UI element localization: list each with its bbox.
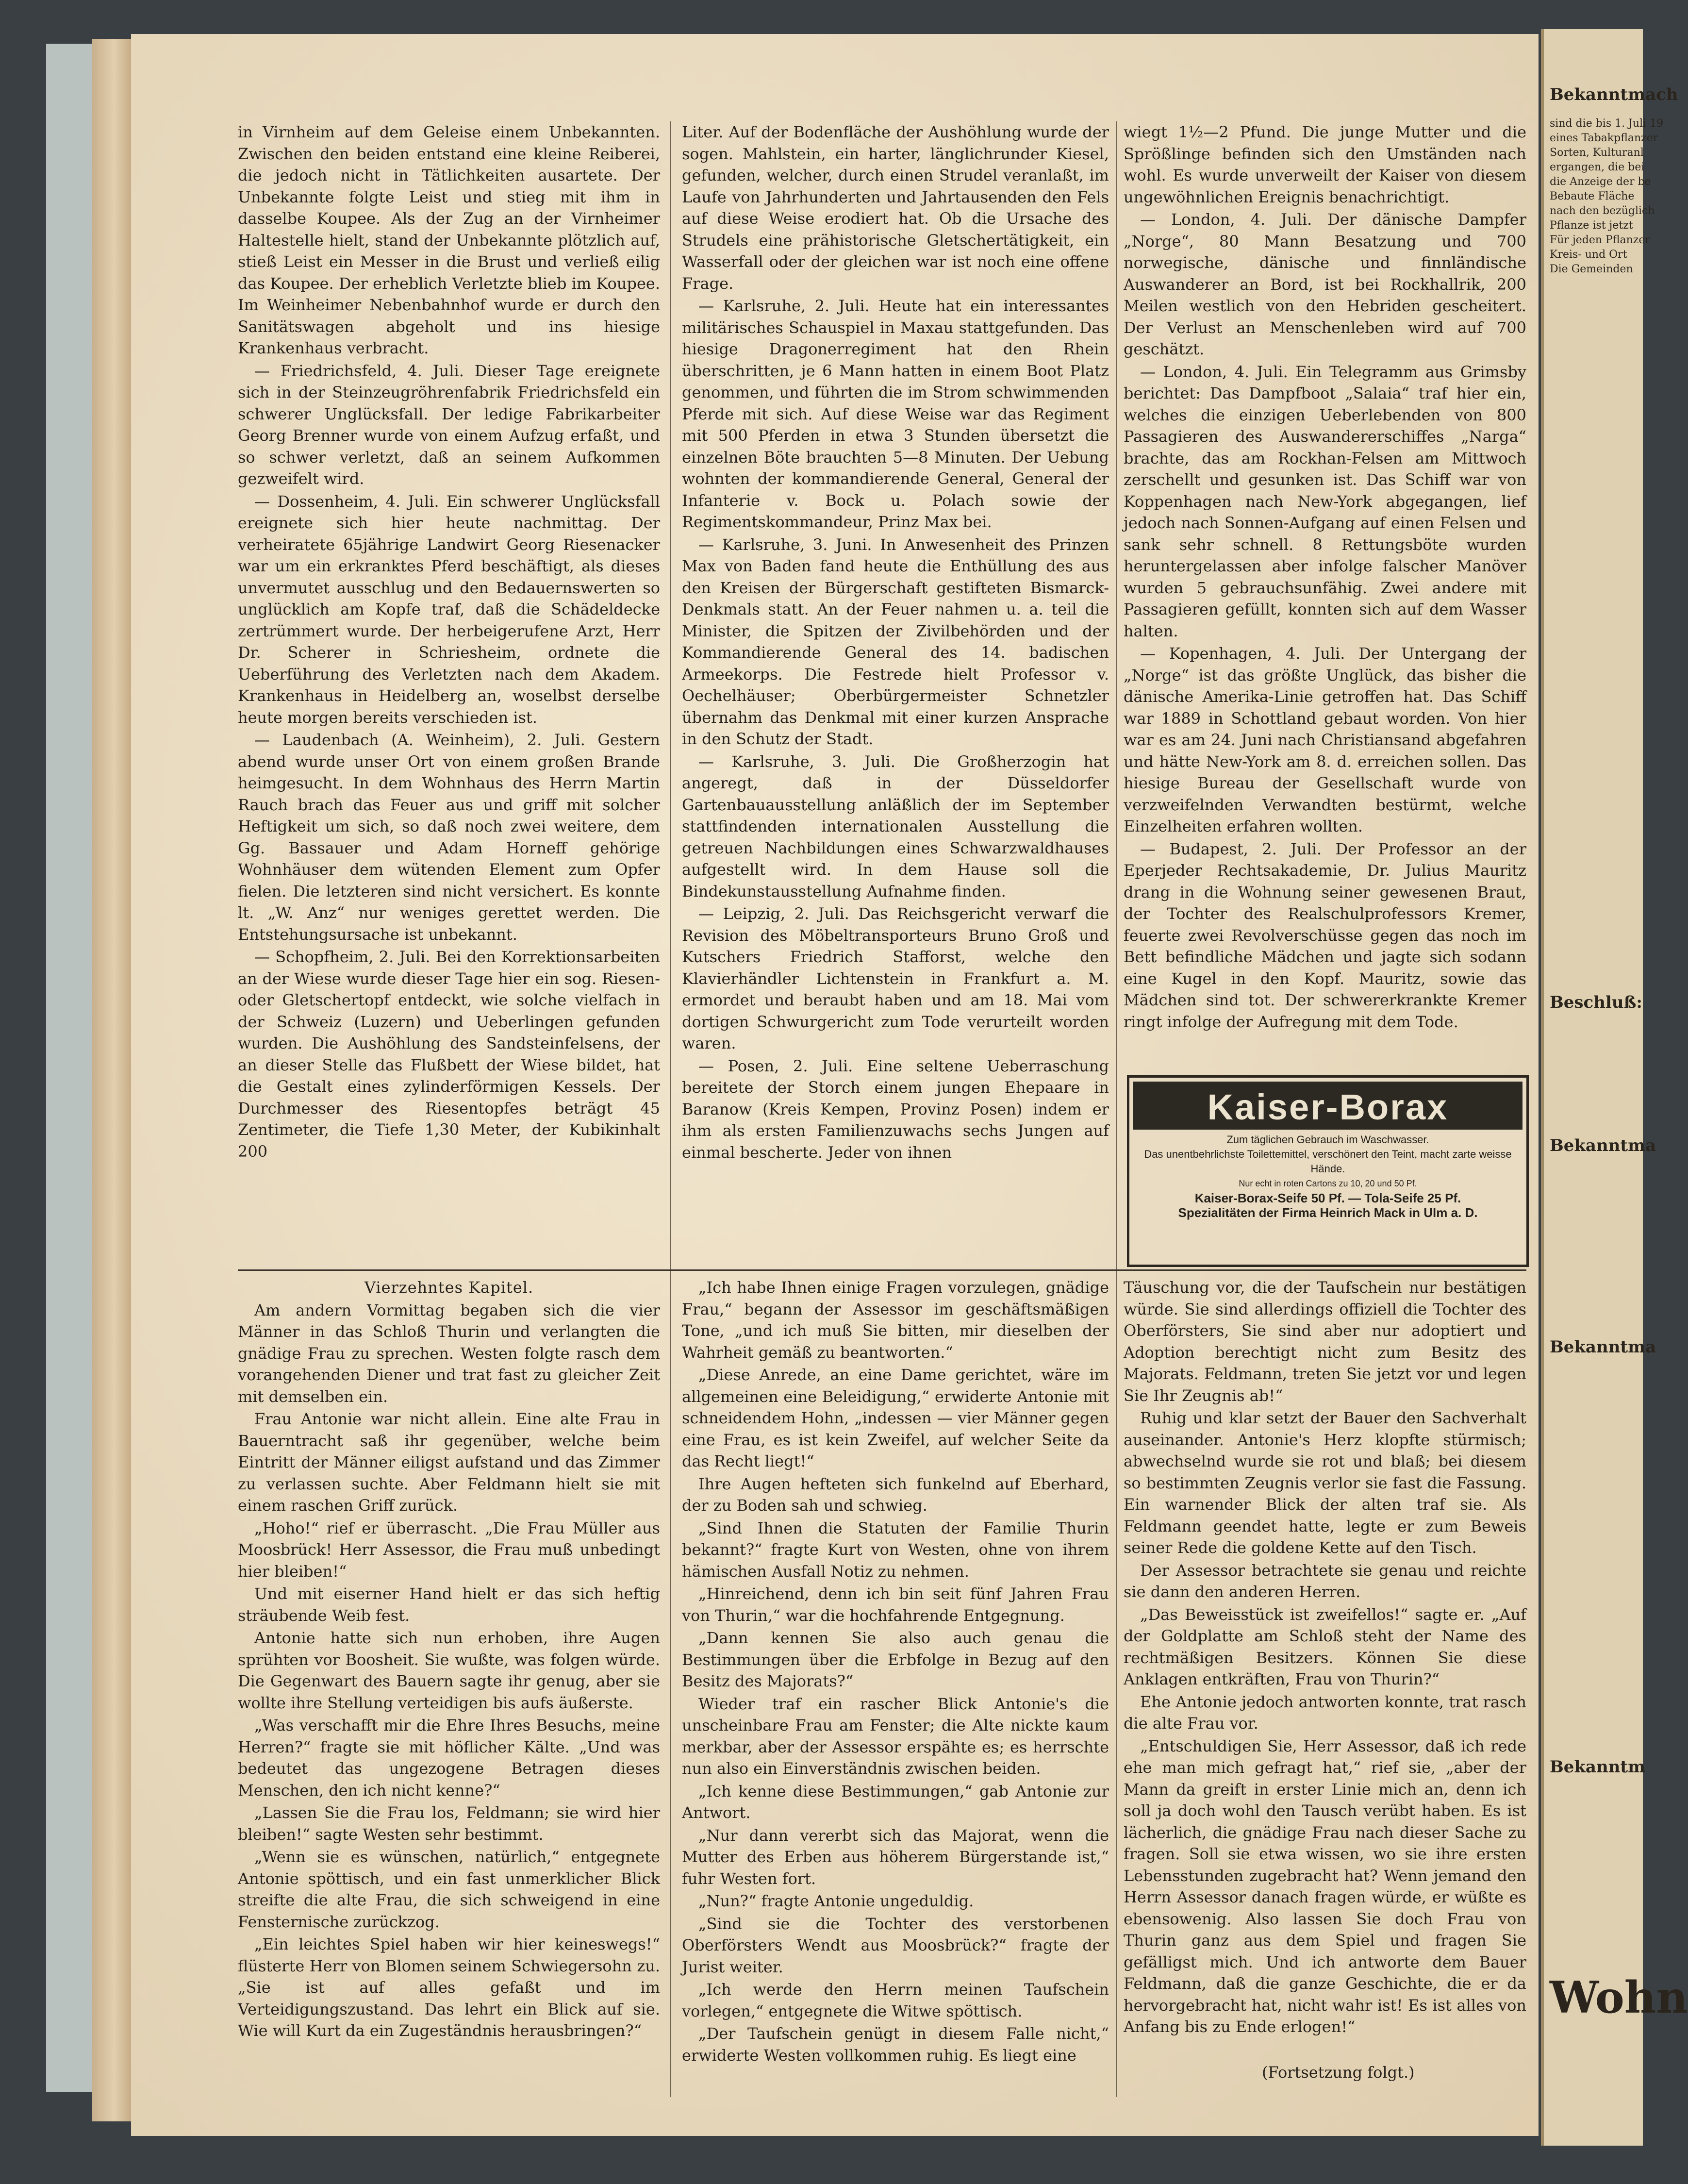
news-item: in Virnheim auf dem Geleise einem Unbekannten. Zwischen den beiden entstand eine kleine Reiberei, die jedoch nicht in Tätlichkeiten ausartete. Der Unbekannte folgte Leist und stieg mit ihm in dasselbe Koupee. Als der Zug an der Virnheimer Haltestelle hielt, stand der Unbekannte plötzlich auf, stieß Leist ein Messer in die Brust und verließ eilig das Koupee. Der erheblich Verletzte blieb im Koupee. Im Weinheimer Nebenbahnhof wurde er durch den Sanitätswagen abgeholt und ins hiesige Krankenhaus verbracht. <box>238 123 660 357</box>
serial-paragraph: Am andern Vormittag begaben sich die vier Männer in das Schloß Thurin und verlangten die gnädige Frau zu sprechen. Westen folgte rasch dem vorangehenden Diener und trat fast zu gleicher Zeit mit demselben ein. <box>238 1300 660 1406</box>
notice-heading: Bekanntm <box>1550 1757 1646 1777</box>
news-item: — Karlsruhe, 3. Juni. In Anwesenheit des Prinzen Max von Baden fand heute die Enthüllung des aus den Kreisen der Bürgerschaft gestifteten Bismarck-Denkmals statt. An der Feuer nahmen u. a. teil die Minister, die Spitzen der Zivilbehörden und der Kommandierende General des 14. badischen Armeekorps. Die Festrede hielt Professor v. Oechelhäuser; Oberbürgermeister Schnetzler übernahm das Denkmal mit einer kurzen Ansprache in den Schutz der Stadt. <box>682 535 1109 748</box>
feuilleton-rule <box>238 1269 1526 1271</box>
serial-paragraph: „Ein leichtes Spiel haben wir hier keineswegs!“ flüsterte Herr von Blomen seinem Schwiegersohn zu. „Sie ist auf alles gefaßt und im Verteidigungszustand. Das lehrt ein Blick auf sie. Wie will Kurt da ein Zugeständnis herausbringen?“ <box>238 1935 660 2040</box>
serial-column-3 <box>1124 1277 1526 2097</box>
notice-line: Sorten, Kulturanl <box>1550 147 1644 159</box>
serial-paragraph: „Das Beweisstück ist zweifellos!“ sagte er. „Auf der Goldplatte am Schloß steht der Name des rechtmäßigen Besitzers. Können Sie diese Anklagen entkräften, Frau von Thurin?“ <box>1124 1605 1526 1688</box>
book-binding <box>46 44 99 2092</box>
ad-line: Das unentbehrlichste Toilettemittel, verschönert den Teint, macht zarte weisse Hände. <box>1144 1148 1512 1175</box>
serial-paragraph: Frau Antonie war nicht allein. Eine alte Frau in Bauerntracht saß ihr gegenüber, welche beim Eintritt der Männer eiligst aufstand und das Zimmer zu verlassen suchte. Aber Feldmann hielt sie mit einem raschen Griff zurück. <box>238 1410 660 1515</box>
news-item: — Laudenbach (A. Weinheim), 2. Juli. Gestern abend wurde unser Ort von einem großen Brande heimgesucht. In dem Wohnhaus des Herrn Martin Rauch brach das Feuer aus und griff mit solcher Heftigkeit um sich, so daß noch zwei weitere, dem Gg. Bassauer und Adam Horneff gehörige Wohnhäuser dem wütenden Element zum Opfer fielen. Die letzteren sind nicht versichert. Es konnte lt. „W. Anz“ nur weniges gerettet werden. Die Entstehungsursache ist unbekannt. <box>238 731 660 944</box>
column-divider <box>670 121 671 2097</box>
newspaper-page <box>131 34 1539 2136</box>
ad-fragment: Wohn <box>1550 1972 1688 2023</box>
news-item: — Karlsruhe, 2. Juli. Heute hat ein interessantes militärisches Schauspiel in Maxau stattgefunden. Das hiesige Dragonerregiment hat den Rhein überschritten, je 6 Mann hatten in einem Boot Platz genommen, und führten die im Strom schwimmenden Pferde mit sich. Auf diese Weise war das Regiment mit 500 Pferden in etwa 3 Stunden übersetzt die einzelnen Böte brauchten 5—8 Minuten. Der Uebung wohnten der kommandierende General, General der Infanterie v. Bock u. Polach sowie der Regimentskommandeur, Prinz Max bei. <box>682 297 1109 531</box>
serial-paragraph: „Entschuldigen Sie, Herr Assessor, daß ich rede ehe man mich gefragt hat,“ rief sie, „aber der Mann da greift in erster Linie mich an, denn ich soll ja doch wohl den Tausch verübt haben. Es ist lächerlich, die gnädige Frau nach dieser Sache zu fragen. Soll sie etwa wissen, wo sie ihre ersten Lebensstunden zugebracht hat? Wenn jemand den Herrn Assessor danach fragen würde, er wüßte es ebensowenig. Also lassen Sie doch Frau von Thurin ganz aus dem Spiel und fragen Sie gefälligst mich. Und ich antworte dem Bauer Feldmann, daß die ganze Geschichte, die er da hervorgebracht hat, nicht wahr ist! Es ist alles von Anfang bis zu Ende erlogen!“ <box>1124 1736 1526 2036</box>
serial-column-2 <box>682 1277 1109 2097</box>
serial-paragraph: „Sind Ihnen die Statuten der Familie Thurin bekannt?“ fragte Kurt von Westen, ohne von ihrem hämischen Ausfall Notiz zu nehmen. <box>682 1518 1109 1581</box>
serial-paragraph: „Dann kennen Sie also auch genau die Bestimmungen über die Erbfolge in Bezug auf den Besitz des Majorats?“ <box>682 1629 1109 1690</box>
ad-line: Zum täglichen Gebrauch im Waschwasser. <box>1226 1134 1429 1146</box>
notice-line: die Anzeige der be <box>1550 176 1651 188</box>
news-item: — London, 4. Juli. Ein Telegramm aus Grimsby berichtet: Das Dampfboot „Salaia“ traf hier ein, welches die einzigen Ueberlebenden von 800 Passagieren des Auswandererschiffes „Narga“ brachte, das am Rockhan-Felsen am Mittwoch zerschellt und gesunken ist. Das Schiff war von Koppenhagen nach New-York abgegangen, lief jedoch nach Sonnen-Aufgang auf einen Felsen und sank sehr schnell. 8 Rettungsböte wurden heruntergelassen aber infolge falscher Manöver wurden 5 gebrauchsunfähig. Zwei andere mit Passagieren gefüllt, konnten sich auf dem Wasser halten. <box>1124 362 1526 640</box>
serial-paragraph: „Lassen Sie die Frau los, Feldmann; sie wird hier bleiben!“ sagte Westen sehr bestimmt. <box>238 1803 660 1844</box>
news-item: — London, 4. Juli. Der dänische Dampfer „Norge“, 80 Mann Besatzung und 700 norwegische, dänische und finnländische Auswanderer an Bord, ist bei Rockhallrik, 200 Meilen westlich von den Hebriden gescheitert. Der Verlust an Menschenleben wird auf 700 geschätzt. <box>1124 210 1526 358</box>
news-item: — Posen, 2. Juli. Eine seltene Ueberraschung bereitete der Storch einem jungen Ehepaare in Baranow (Kreis Kempen, Provinz Posen) indem er ihm als ersten Familienzuwachs sechs Jungen auf einmal bescherte. Jeder von ihnen <box>682 1056 1109 1162</box>
serial-paragraph: „Wenn sie es wünschen, natürlich,“ entgegnete Antonie spöttisch, und ein fast unmerklicher Blick streifte die alte Frau, die sich schweigend in eine Fensternische zurückzog. <box>238 1848 660 1931</box>
serial-paragraph: „Hoho!“ rief er überrascht. „Die Frau Müller aus Moosbrück! Herr Assessor, die Frau muß unbedingt hier bleiben!“ <box>238 1518 660 1581</box>
column-2-news <box>682 121 1109 1272</box>
serial-paragraph: Täuschung vor, die der Taufschein nur bestätigen würde. Sie sind allerdings offiziell die Tochter des Oberförsters, Sie sind aber nur adoptiert und Adoption berechtigt nicht zum Besitz des Majorats. Feldmann, treten Sie jetzt vor und legen Sie Ihr Zeugnis ab!“ <box>1124 1278 1526 1405</box>
column-3-news <box>1124 121 1526 1068</box>
serial-paragraph: „Diese Anrede, an eine Dame gerichtet, wäre im allgemeinen eine Beleidigung,“ erwiderte Antonie mit schneidendem Hohn, „indessen — vier Männer gegen eine Frau, es ist kein Zweifel, auf welcher Seite da das Recht liegt!“ <box>682 1366 1109 1470</box>
news-item: — Schopfheim, 2. Juli. Bei den Korrektionsarbeiten an der Wiese wurde dieser Tage hier ein sog. Riesen- oder Gletschertopf entdeckt, wie solche vielfach in der Schweiz (Luzern) und Ueberlingen gefunden wurden. Die Aushöhlung des Sandsteinfelsens, der an dieser Stelle das Flußbett der Wiese bildet, hat die Gestalt eines zylinderförmigen Kessels. Der Durchmesser des Riesentopfes beträgt 45 Zentimeter, die Tiefe 1,30 Meter, der Kubikinhalt 200 <box>238 948 660 1161</box>
serial-paragraph: „Ich habe Ihnen einige Fragen vorzulegen, gnädige Frau,“ begann der Assessor im geschäftsmäßigen Tone, „und ich muß Sie bitten, mir dieselben der Wahrheit gemäß zu beantworten.“ <box>682 1278 1109 1362</box>
notice-line: Kreis- und Ort <box>1550 249 1627 261</box>
notice-line: sind die bis 1. Juli 19 <box>1550 117 1664 130</box>
serial-paragraph: „Hinreichend, denn ich bin seit fünf Jahren Frau von Thurin,“ war die hochfahrende Entgegnung. <box>682 1584 1109 1625</box>
serial-paragraph: „Sind sie die Tochter des verstorbenen Oberförsters Wendt aus Moosbrück?“ fragte der Jurist weiter. <box>682 1914 1109 1976</box>
serial-paragraph: „Ich werde den Herrn meinen Taufschein vorlegen,“ entgegnete die Witwe spöttisch. <box>682 1980 1109 2020</box>
serial-paragraph: „Ich kenne diese Bestimmungen,“ gab Antonie zur Antwort. <box>682 1782 1109 1822</box>
news-item: Liter. Auf der Bodenfläche der Aushöhlung wurde der sogen. Mahlstein, ein harter, länglichrunder Kiesel, gefunden, welcher, durch einen Strudel veranlaßt, im Laufe von Jahrhunderten und Jahrtausenden den Fels auf diese Weise erodiert hat. Ob die Ursache des Strudels eine prähistorische Gletschertätigkeit, ein Wasserfall oder der gleichen war ist noch eine offene Frage. <box>682 123 1109 293</box>
serial-paragraph: Wieder traf ein rascher Blick Antonie's die unscheinbare Frau am Fenster; die Alte nickte kaum merkbar, aber der Assessor erspähte es; es herrschte nun also ein Einverständnis zwischen beiden. <box>682 1694 1109 1778</box>
news-item: — Dossenheim, 4. Juli. Ein schwerer Unglücksfall ereignete sich hier heute nachmittag. Der verheiratete 65jährige Landwirt Georg Riesenacker war um ein erkranktes Pferd beschäftigt, als dieses unvermutet ausschlug und den Bedauernswerten so unglücklich am Kopfe traf, daß die Schädeldecke zertrümmert wurde. Der herbeigerufene Arzt, Herr Dr. Scherer in Schriesheim, ordnete die Ueberführung des Verletzten nach dem Akadem. Krankenhaus in Heidelberg an, woselbst derselbe heute morgen bereits verschieden ist. <box>238 492 660 727</box>
news-item: — Kopenhagen, 4. Juli. Der Untergang der „Norge“ ist das größte Unglück, das bisher die dänische Amerika-Linie getroffen hat. Das Schiff war 1889 in Schottland gebaut worden. Von hier war es am 24. Juni nach Christiansand abgefahren und hätte New-York am 8. d. erreichen sollen. Das hiesige Bureau der Gesellschaft wurde von verzweifelnden Verwandten bestürmt, welche Einzelheiten erfahren wollten. <box>1124 644 1526 835</box>
page-stack-edge <box>92 39 136 2121</box>
adjacent-page-fragment <box>1541 29 1688 2146</box>
kaiser-borax-advertisement <box>1127 1075 1529 1267</box>
news-item: — Leipzig, 2. Juli. Das Reichsgericht verwarf die Revision des Möbeltransporteurs Bruno Groß und Kutschers Friedrich Stafforst, welche den Klavierhändler Lichtenstein in Frankfurt a. M. ermordet und beraubt haben und am 18. Mai vom dortigen Schwurgericht zum Tode verurteilt worden waren. <box>682 904 1109 1052</box>
notice-line: Für jeden Pflanzer <box>1550 234 1650 246</box>
news-item: — Budapest, 2. Juli. Der Professor an der Eperjeder Rechtsakademie, Dr. Julius Mauritz drang in die Wohnung seiner gewesenen Braut, der Tochter des Realschulprofessors Kremer, feuerte zwei Revolverschüsse gegen das noch im Bett befindliche Mädchen und jagte sich sodann eine Kugel in den Kopf. Mauritz, sowie das Mädchen sind tot. Der schwererkrankte Kremer ringt infolge der Aufregung mit dem Tode. <box>1124 839 1526 1031</box>
serial-paragraph: „Was verschafft mir die Ehre Ihres Besuchs, meine Herren?“ fragte sie mit höflicher Kälte. „Und was bedeutet das ungezogene Betragen dieses Menschen, den ich nicht kenne?“ <box>238 1716 660 1800</box>
serial-column-1 <box>238 1277 660 2097</box>
serial-paragraph: „Der Taufschein genügt in diesem Falle nicht,“ erwiderte Westen vollkommen ruhig. Es liegt eine <box>682 2024 1109 2065</box>
serial-paragraph: „Nun?“ fragte Antonie ungeduldig. <box>698 1892 974 1910</box>
news-item: — Friedrichsfeld, 4. Juli. Dieser Tage ereignete sich in der Steinzeugröhrenfabrik Friedrichsfeld ein schwerer Unglücksfall. Der ledige Fabrikarbeiter Georg Brenner wurde von einem Aufzug erfaßt, und so schwer verletzt, daß an seinem Aufkommen gezweifelt wird. <box>238 361 660 488</box>
notice-line: ergangen, die bei <box>1550 161 1645 173</box>
serial-paragraph: „Nur dann vererbt sich das Majorat, wenn die Mutter des Erben aus höherem Bürgerstande ist,“ fuhr Westen fort. <box>682 1826 1109 1888</box>
serial-paragraph: Ihre Augen hefteten sich funkelnd auf Eberhard, der zu Boden sah und schwieg. <box>682 1474 1109 1515</box>
notice-line: eines Tabakpflanzer <box>1550 132 1658 144</box>
serial-paragraph: Der Assessor betrachtete sie genau und reichte sie dann den anderen Herren. <box>1124 1561 1526 1601</box>
news-item: wiegt 1½—2 Pfund. Die junge Mutter und die Sprößlinge befinden sich den Umständen nach wohl. Es wurde unverweilt der Kaiser von diesem ungewöhnlichen Ereignis benachrichtigt. <box>1124 123 1526 206</box>
notice-heading: Bekanntmach <box>1550 85 1678 104</box>
chapter-heading: Vierzehntes Kapitel. <box>364 1278 534 1297</box>
notice-line: Bebaute Fläche <box>1550 190 1635 202</box>
serial-paragraph: Ehe Antonie jedoch antworten konnte, trat rasch die alte Frau vor. <box>1124 1692 1526 1733</box>
column-1-news <box>238 121 660 1214</box>
serial-paragraph: Antonie hatte sich nun erhoben, ihre Augen sprühten vor Boosheit. Sie wußte, was folgen würde. Die Gegenwart des Bauern sagte ihr genug, aber sie wollte ihre Stellung verteidigen bis aufs äußerste. <box>238 1629 660 1712</box>
ad-line: Kaiser-Borax-Seife 50 Pf. — Tola-Seife 25 Pf. <box>1194 1191 1461 1205</box>
news-item: — Karlsruhe, 3. Juli. Die Großherzogin hat angeregt, daß in der Düsseldorfer Gartenbauausstellung anläßlich der im September stattfindenden internationalen Ausstellung die getreuen Nachbildungen eines Schwarzwaldhauses aufgestellt wird. In dem Hause soll die Bindekunstausstellung Aufnahme finden. <box>682 752 1109 900</box>
notice-heading: Beschluß: <box>1550 993 1642 1012</box>
notice-heading: Bekanntma <box>1550 1136 1656 1155</box>
ad-line: Spezialitäten der Firma Heinrich Mack in Ulm a. D. <box>1178 1205 1478 1220</box>
serial-paragraph: Und mit eiserner Hand hielt er das sich heftig sträubende Weib fest. <box>238 1584 660 1625</box>
notice-heading: Bekanntma <box>1550 1337 1656 1357</box>
continued-note: (Fortsetzung folgt.) <box>1262 2063 1415 2082</box>
notice-line: Die Gemeinden <box>1550 263 1633 275</box>
ad-line: Nur echt in roten Cartons zu 10, 20 und 50 Pf. <box>1239 1179 1417 1188</box>
serial-paragraph: Ruhig und klar setzt der Bauer den Sachverhalt auseinander. Antonie's Herz klopfte stürmisch; abwechselnd wurde sie rot und blaß; bei diesem so bestimmten Zeugnis verlor sie fast die Fassung. Ein warnender Blick der alten traf sie. Als Feldmann geendet hatte, legte er zum Beweis seiner Rede die goldene Kette auf den Tisch. <box>1124 1409 1526 1557</box>
column-divider <box>1116 121 1117 2097</box>
ad-brand: Kaiser-Borax <box>1133 1082 1523 1130</box>
notice-line: Pflanze ist jetzt <box>1550 219 1633 232</box>
notice-line: nach den bezüglich <box>1550 205 1655 217</box>
